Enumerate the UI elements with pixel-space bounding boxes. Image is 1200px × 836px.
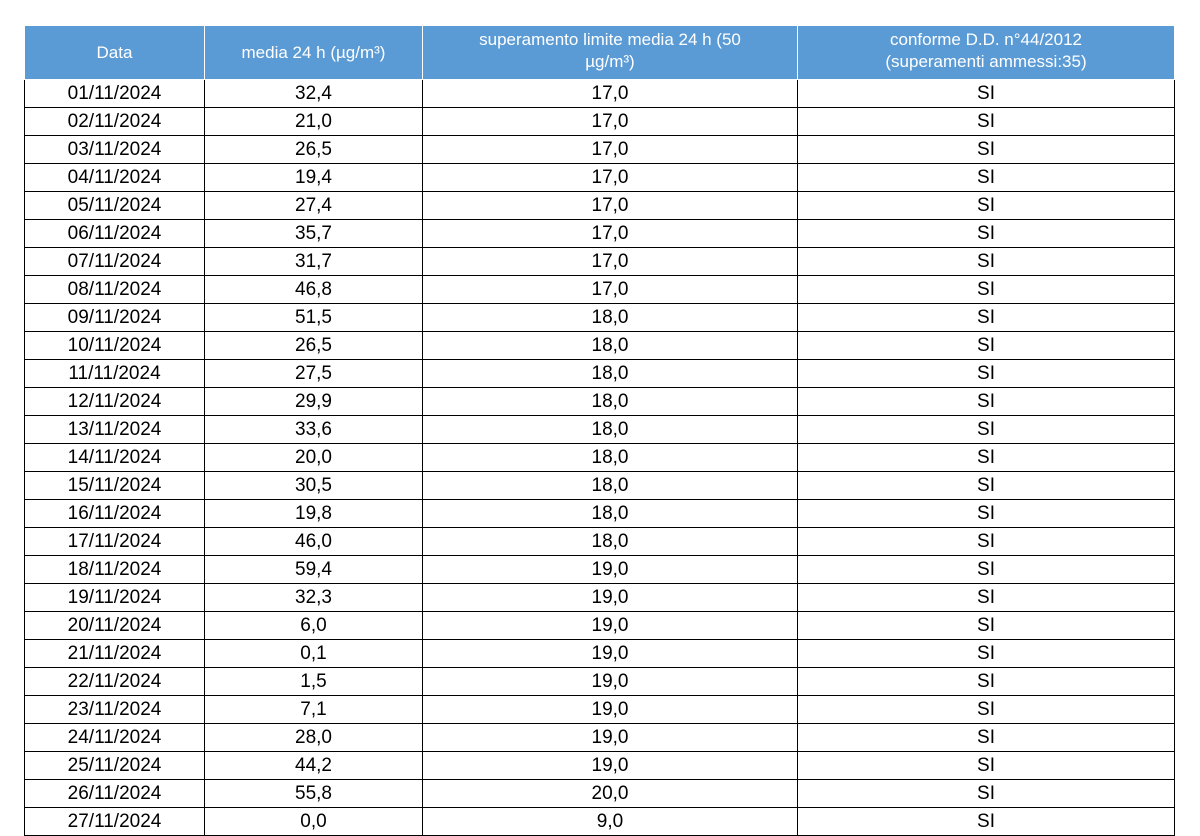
table-row [25, 668, 1175, 696]
cell-daily-mean: 35,7 [205, 220, 423, 248]
cell-compliance: SI [798, 612, 1175, 640]
cell-compliance: SI [798, 416, 1175, 444]
cell-daily-mean: 46,8 [205, 276, 423, 304]
cell-daily-mean: 0,1 [205, 640, 423, 668]
cell-daily-mean: 21,0 [205, 108, 423, 136]
cell-exceedances: 18,0 [423, 500, 798, 528]
cell-exceedances: 17,0 [423, 136, 798, 164]
cell-date: 01/11/2024 [25, 80, 205, 108]
cell-daily-mean: 19,8 [205, 500, 423, 528]
table-row [25, 808, 1175, 836]
cell-daily-mean: 28,0 [205, 724, 423, 752]
table-row [25, 640, 1175, 668]
cell-exceedances: 18,0 [423, 360, 798, 388]
cell-date: 08/11/2024 [25, 276, 205, 304]
cell-daily-mean: 27,4 [205, 192, 423, 220]
cell-exceedances: 17,0 [423, 192, 798, 220]
table-row [25, 80, 1175, 108]
header-date-label: Data [96, 42, 133, 62]
table-row [25, 556, 1175, 584]
cell-exceedances: 17,0 [423, 164, 798, 192]
cell-exceedances: 18,0 [423, 472, 798, 500]
header-compliance-line-1: conforme D.D. n°44/2012 [889, 30, 1082, 49]
cell-daily-mean: 26,5 [205, 332, 423, 360]
table-row [25, 164, 1175, 192]
cell-date: 05/11/2024 [25, 192, 205, 220]
table-row [25, 584, 1175, 612]
table-row [25, 388, 1175, 416]
cell-compliance: SI [798, 444, 1175, 472]
cell-exceedances: 19,0 [423, 752, 798, 780]
cell-date: 21/11/2024 [25, 640, 205, 668]
table-body [25, 80, 1175, 836]
header-limit-exceedances-line-2: µg/m³) [585, 52, 635, 71]
table-row [25, 444, 1175, 472]
table-header [25, 26, 1175, 80]
cell-daily-mean: 7,1 [205, 696, 423, 724]
cell-daily-mean: 6,0 [205, 612, 423, 640]
cell-compliance: SI [798, 668, 1175, 696]
header-compliance-line-2: (superamenti ammessi:35) [885, 52, 1087, 71]
cell-date: 03/11/2024 [25, 136, 205, 164]
cell-compliance: SI [798, 808, 1175, 836]
cell-compliance: SI [798, 472, 1175, 500]
cell-daily-mean: 55,8 [205, 780, 423, 808]
table-row [25, 696, 1175, 724]
cell-daily-mean: 31,7 [205, 248, 423, 276]
cell-date: 18/11/2024 [25, 556, 205, 584]
table-row [25, 612, 1175, 640]
cell-exceedances: 19,0 [423, 640, 798, 668]
cell-compliance: SI [798, 724, 1175, 752]
cell-exceedances: 18,0 [423, 416, 798, 444]
cell-date: 26/11/2024 [25, 780, 205, 808]
table-row [25, 248, 1175, 276]
cell-date: 11/11/2024 [25, 360, 205, 388]
table-row [25, 276, 1175, 304]
header-date [25, 26, 205, 80]
cell-compliance: SI [798, 304, 1175, 332]
cell-daily-mean: 59,4 [205, 556, 423, 584]
cell-compliance: SI [798, 360, 1175, 388]
cell-date: 04/11/2024 [25, 164, 205, 192]
cell-date: 16/11/2024 [25, 500, 205, 528]
cell-date: 27/11/2024 [25, 808, 205, 836]
cell-compliance: SI [798, 780, 1175, 808]
cell-exceedances: 17,0 [423, 248, 798, 276]
cell-date: 02/11/2024 [25, 108, 205, 136]
cell-daily-mean: 1,5 [205, 668, 423, 696]
cell-compliance: SI [798, 584, 1175, 612]
cell-compliance: SI [798, 80, 1175, 108]
cell-compliance: SI [798, 136, 1175, 164]
table-row [25, 528, 1175, 556]
cell-date: 10/11/2024 [25, 332, 205, 360]
table-row [25, 360, 1175, 388]
cell-daily-mean: 19,4 [205, 164, 423, 192]
cell-exceedances: 20,0 [423, 780, 798, 808]
cell-date: 24/11/2024 [25, 724, 205, 752]
cell-daily-mean: 29,9 [205, 388, 423, 416]
cell-compliance: SI [798, 528, 1175, 556]
cell-compliance: SI [798, 752, 1175, 780]
table-row [25, 752, 1175, 780]
cell-daily-mean: 27,5 [205, 360, 423, 388]
cell-date: 14/11/2024 [25, 444, 205, 472]
cell-daily-mean: 30,5 [205, 472, 423, 500]
cell-exceedances: 19,0 [423, 612, 798, 640]
cell-date: 17/11/2024 [25, 528, 205, 556]
table-row [25, 304, 1175, 332]
cell-exceedances: 19,0 [423, 668, 798, 696]
cell-daily-mean: 46,0 [205, 528, 423, 556]
header-limit-exceedances [423, 26, 798, 80]
cell-exceedances: 17,0 [423, 80, 798, 108]
header-compliance [798, 26, 1175, 80]
cell-daily-mean: 32,4 [205, 80, 423, 108]
cell-exceedances: 17,0 [423, 108, 798, 136]
cell-compliance: SI [798, 108, 1175, 136]
cell-exceedances: 18,0 [423, 332, 798, 360]
table-row [25, 500, 1175, 528]
cell-date: 07/11/2024 [25, 248, 205, 276]
cell-compliance: SI [798, 332, 1175, 360]
header-daily-mean-label: media 24 h (µg/m³) [241, 42, 386, 62]
cell-exceedances: 19,0 [423, 696, 798, 724]
cell-exceedances: 9,0 [423, 808, 798, 836]
table-row [25, 416, 1175, 444]
cell-daily-mean: 33,6 [205, 416, 423, 444]
table-row [25, 108, 1175, 136]
cell-exceedances: 19,0 [423, 584, 798, 612]
table-row [25, 192, 1175, 220]
cell-date: 19/11/2024 [25, 584, 205, 612]
cell-daily-mean: 0,0 [205, 808, 423, 836]
cell-compliance: SI [798, 220, 1175, 248]
cell-compliance: SI [798, 192, 1175, 220]
cell-compliance: SI [798, 640, 1175, 668]
cell-daily-mean: 51,5 [205, 304, 423, 332]
cell-date: 12/11/2024 [25, 388, 205, 416]
cell-daily-mean: 44,2 [205, 752, 423, 780]
cell-date: 13/11/2024 [25, 416, 205, 444]
cell-exceedances: 17,0 [423, 276, 798, 304]
cell-exceedances: 18,0 [423, 528, 798, 556]
cell-daily-mean: 32,3 [205, 584, 423, 612]
air-quality-table [24, 25, 1175, 836]
cell-date: 06/11/2024 [25, 220, 205, 248]
table-row [25, 724, 1175, 752]
cell-compliance: SI [798, 388, 1175, 416]
cell-exceedances: 19,0 [423, 556, 798, 584]
cell-compliance: SI [798, 248, 1175, 276]
cell-exceedances: 18,0 [423, 444, 798, 472]
cell-daily-mean: 26,5 [205, 136, 423, 164]
cell-compliance: SI [798, 500, 1175, 528]
table-row [25, 332, 1175, 360]
cell-compliance: SI [798, 696, 1175, 724]
header-row [25, 26, 1175, 80]
cell-exceedances: 18,0 [423, 304, 798, 332]
header-daily-mean [205, 26, 423, 80]
cell-date: 22/11/2024 [25, 668, 205, 696]
cell-date: 09/11/2024 [25, 304, 205, 332]
header-limit-exceedances-line-1: superamento limite media 24 h (50 [479, 30, 741, 49]
cell-date: 23/11/2024 [25, 696, 205, 724]
cell-daily-mean: 20,0 [205, 444, 423, 472]
cell-date: 20/11/2024 [25, 612, 205, 640]
table-row [25, 472, 1175, 500]
cell-exceedances: 19,0 [423, 724, 798, 752]
table-row [25, 220, 1175, 248]
cell-compliance: SI [798, 556, 1175, 584]
cell-compliance: SI [798, 276, 1175, 304]
table-row [25, 780, 1175, 808]
cell-compliance: SI [798, 164, 1175, 192]
cell-exceedances: 18,0 [423, 388, 798, 416]
cell-date: 15/11/2024 [25, 472, 205, 500]
cell-exceedances: 17,0 [423, 220, 798, 248]
cell-date: 25/11/2024 [25, 752, 205, 780]
table-row [25, 136, 1175, 164]
